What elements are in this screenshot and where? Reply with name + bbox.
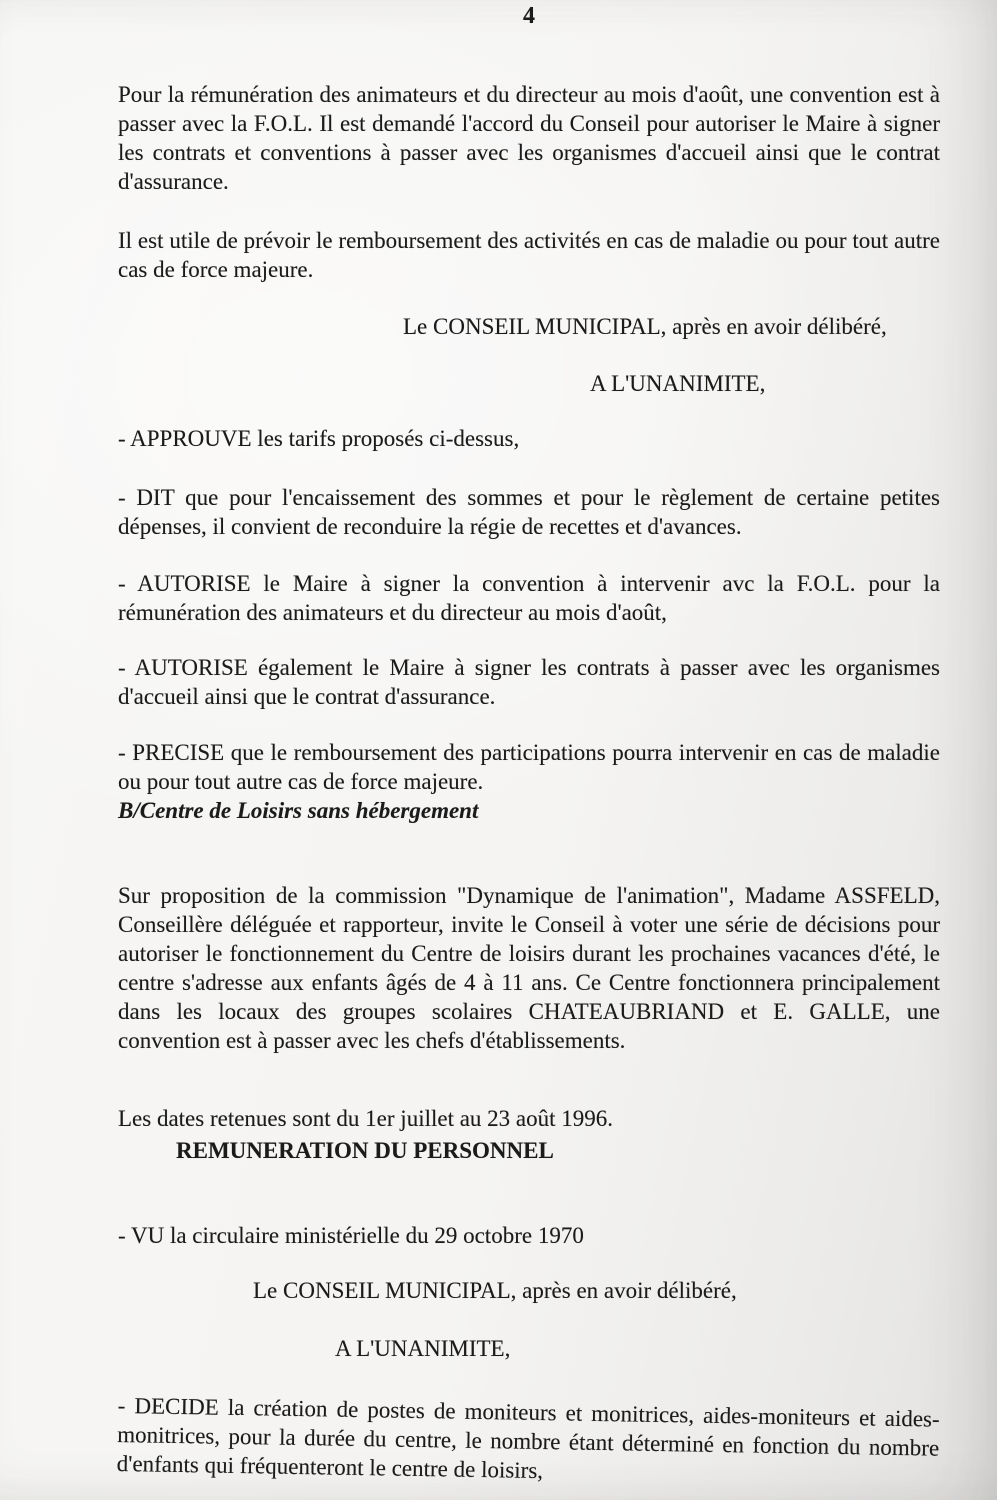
paragraph-convention-fol: Pour la rémunération des animateurs et du directeur au mois d'août, une convention est à passer avec la F.O.L. Il est demandé l'accord du Conseil pour autoriser le Maire à signer les contrats et conventions à passer avec les organismes d'accueil ainsi que le contrat d'assurance. [118, 82, 940, 194]
item-dit: - DIT que pour l'encaissement des sommes et pour le règlement de certaine petites dépenses, il convient de reconduire la régie de recettes et d'avances. [118, 485, 940, 539]
unanimite-line-1: A L'UNANIMITE, [590, 371, 766, 396]
item-precise: - PRECISE que le remboursement des participations pourra intervenir en cas de maladie ou pour tout autre cas de force majeure. [118, 740, 940, 794]
item-vu: - VU la circulaire ministérielle du 29 octobre 1970 [118, 1223, 584, 1248]
paragraph-dates: Les dates retenues sont du 1er juillet au 23 août 1996. [118, 1106, 614, 1131]
deliberation-line-1: Le CONSEIL MUNICIPAL, après en avoir délibéré, [403, 314, 887, 339]
item-decide: - DECIDE la création de postes de moniteurs et monitrices, aides-moniteurs et aides-monitrices, pour la durée du centre, le nombre étant déterminé en fonction du nombre d'enfants qui fréquenteront le centre de loisirs, [116, 1392, 940, 1484]
unanimite-line-2: A L'UNANIMITE, [335, 1336, 511, 1361]
paragraph-remboursement: Il est utile de prévoir le remboursement des activités en cas de maladie ou pour tout autre cas de force majeure. [118, 228, 940, 282]
item-autorise-contrats: - AUTORISE également le Maire à signer les contrats à passer avec les organismes d'accueil ainsi que le contrat d'assurance. [118, 655, 940, 709]
paragraph-sur-proposition: Sur proposition de la commission "Dynamique de l'animation", Madame ASSFELD, Conseillère déléguée et rapporteur, invite le Conseil à voter une série de décisions pour autoriser le fonctionnement du Centre de loisirs durant les prochaines vacances d'été, le centre s'adresse aux enfants âgés de 4 à 11 ans. Ce Centre fonctionnera principalement dans les locaux des groupes scolaires CHATEAUBRIAND et E. GALLE, une convention est à passer avec les chefs d'établissements. [118, 883, 940, 1053]
page-number: 4 [523, 3, 535, 29]
item-approuve: - APPROUVE les tarifs proposés ci-dessus, [118, 426, 520, 451]
section-b-heading: B/Centre de Loisirs sans hébergement [118, 798, 479, 823]
deliberation-line-2: Le CONSEIL MUNICIPAL, après en avoir délibéré, [253, 1278, 737, 1303]
remuneration-heading: REMUNERATION DU PERSONNEL [176, 1138, 554, 1163]
item-autorise-fol: - AUTORISE le Maire à signer la convention à intervenir avc la F.O.L. pour la rémunération des animateurs et du directeur au mois d'août, [118, 571, 940, 625]
